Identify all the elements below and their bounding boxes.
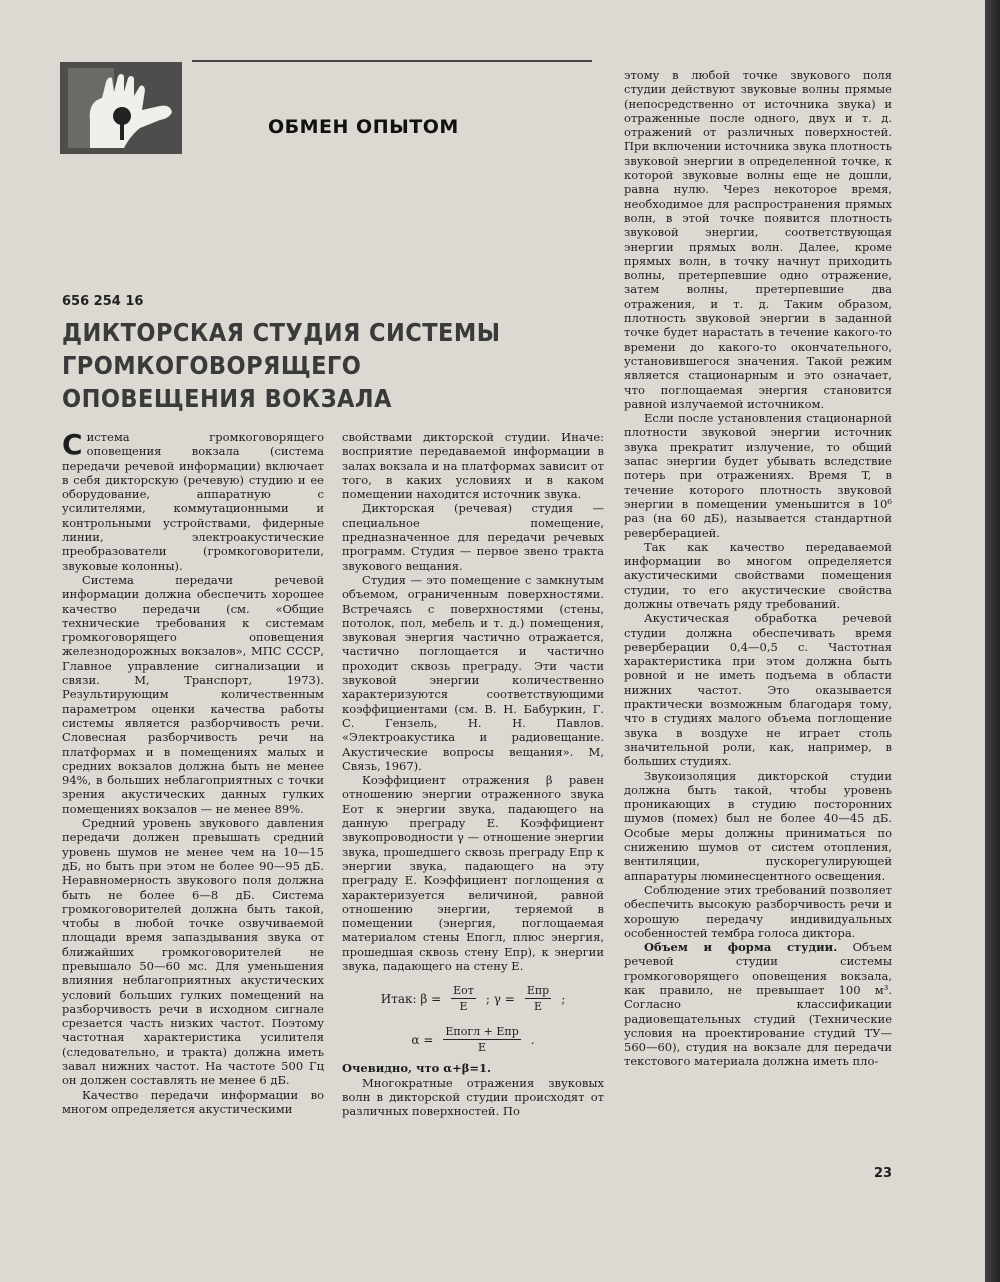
paragraph bbox=[62, 430, 324, 573]
drop-cap: С bbox=[62, 428, 83, 461]
paragraph: Средний уровень звукового давления передачи должен превышать средний уровень шумов не менее чем на 10—15 дБ, но быть при этом не более 90—95 дБ. Неравномерность звукового поля должна быть не более 6—8 дБ. Система громкоговорителей должна быть такой, чтобы в любой точке озвучиваемой площади время запаздывания звука от ближайших громкоговорителей не превышало 50—60 мс. Для уменьшения влияния неблагоприятных акустических условий больших гулких помещений на разборчивость речи в исходном сигнале срезается часть низких частот. Поэтому частотная характеристика усилителя (следовательно, и тракта) должна иметь завал нижних частот. На частоте 500 Гц он должен составлять не менее 6 дБ. bbox=[62, 816, 324, 1088]
paragraph: Так как качество передаваемой информации во многом определяется акустическими свойствами помещения студии, то его акустические свойства должны отвечать ряду требований. bbox=[624, 539, 892, 611]
scan-edge bbox=[985, 0, 1000, 1282]
fraction-gamma bbox=[525, 983, 551, 1014]
formula-beta-gamma bbox=[342, 983, 604, 1014]
subheading: Объем и форма студии. bbox=[644, 940, 838, 955]
formula-alpha bbox=[342, 1024, 604, 1055]
paragraph-text: истема громкоговорящего оповещения вокзала (система передачи речевой информации) включает в себя дикторскую (речевую) студию и ее оборудование, аппаратную с усилителями, коммутационными и контрольными устройствами, фидерные линии, электроакустические преобразователи (громкоговорители, звуковые колонны). bbox=[62, 430, 324, 573]
paragraph: Соблюдение этих требований позволяет обеспечить высокую разборчивость речи и хорошую передачу индивидуальных особенностей тембра голоса диктора. bbox=[624, 882, 892, 940]
header-photo bbox=[60, 62, 182, 154]
paragraph: этому в любой точке звукового поля студии действуют звуковые волны прямые (непосредственно от источника звука) и отраженные после одного, двух и т. д. отражений от различных поверхностей. При включении источника звука плотность звуковой энергии в определенной точке, к которой звуковые волны еще не дошли, равна нулю. Через некоторое время, необходимое для распространения прямых волн, в этой точке появится плотность звуковой энергии, соответствующая энергии прямых волн. Далее, кроме прямых волн, в точку начнут приходить волны, претерпевшие одно отражение, затем волны, претерпевшие два отражения, и т. д. Таким образом, плотность звуковой энергии в заданной точке будет нарастать в течение какого-то времени до какого-то окончательного, установившегося значения. Такой режим является стационарным и это означает, что поглощаемая энергия становится равной излучаемой источником. bbox=[624, 68, 892, 411]
obviously-line: Очевидно, что α+β=1. bbox=[342, 1061, 492, 1076]
fraction-numerator: Eпогл + Eпр bbox=[445, 1025, 519, 1039]
fraction-alpha bbox=[443, 1024, 520, 1055]
fraction-denominator: E bbox=[459, 1000, 468, 1014]
udc-code: 656 254 16 bbox=[62, 294, 144, 309]
column-3 bbox=[624, 68, 892, 1069]
fraction-denominator: E bbox=[478, 1041, 487, 1055]
paragraph: свойствами дикторской студии. Иначе: восприятие передаваемой информации в залах вокзала и на платформах зависит от того, в каких условиях и в каком помещении находится источник звука. bbox=[342, 430, 604, 502]
fraction-denominator: E bbox=[534, 1000, 543, 1014]
hand-holding-microphone-icon bbox=[60, 62, 182, 154]
formula-block bbox=[342, 983, 604, 1055]
paragraph: Звукоизоляция дикторской студии должна быть такой, чтобы уровень проникающих в студию посторонних шумов (помех) был не более 40—45 дБ. Особые меры должны приниматься по снижению шумов от систем отопления, вентиляции, пускорегулирующей аппаратуры люминесцентного освещения. bbox=[624, 768, 892, 883]
formula-label: α = bbox=[411, 1032, 434, 1047]
paragraph: Студия — это помещение с замкнутым объемом, ограниченным поверхностями. Встречаясь с поверхностями (стены, потолок, пол, мебель и т. д.) помещения, звуковая энергия частично отражается, частично поглощается и частично проходит сквозь преграду. Эти части звуковой энергии количественно характеризуются соответствующими коэффициентами (см. В. Н. Бабуркин, Г. С. Гензель, Н. Н. Павлов. «Электроакустика и радиовещание. Акустические вопросы вещания». М, Связь, 1967). bbox=[342, 572, 604, 773]
section-title: ОБМЕН ОПЫТОМ bbox=[268, 116, 459, 138]
header-rule bbox=[192, 60, 592, 62]
paragraph: Система передачи речевой информации должна обеспечить хорошее качество передачи (см. «Общие технические требования к системам громкоговорящего оповещения железнодорожных вокзалов», МПС СССР, Главное управление сигнализации и связи. М, Транспорт, 1973). Результирующим количественным параметром оценки качества работы системы является разборчивость речи. Словесная разборчивость речи на платформах и в помещениях малых и средних вокзалов должна быть не менее 94%, в больших неблагоприятных с точки зрения акустических данных гулких помещениях вокзалов — не менее 89%. bbox=[62, 572, 324, 816]
paragraph: Качество передачи информации во многом определяется акустическими bbox=[62, 1087, 324, 1116]
formula-period: . bbox=[530, 1032, 535, 1047]
paragraph: Коэффициент отражения β равен отношению энергии отраженного звука Eот к энергии звука, падающего на данную преграду E. Коэффициент звукопроводности γ — отношение энергии звука, прошедшего сквозь преграду Eпр к энергии звука, падающего на эту преграду E. Коэффициент поглощения α характеризуется величиной, равной отношению энергии, теряемой в помещении (энергия, поглощаемая материалом стены Eпогл, плюс энергия, прошедшая сквозь стену Eпр), к энергии звука, падающего на стену E. bbox=[342, 773, 604, 973]
article-title-line-1: ДИКТОРСКАЯ СТУДИЯ СИСТЕМЫ bbox=[62, 318, 501, 347]
column-2 bbox=[342, 430, 604, 1118]
formula-label: ; γ = bbox=[485, 991, 515, 1006]
paragraph: Если после установления стационарной плотности звуковой энергии источник звука прекратит излучение, то общий запас энергии будет убывать вследствие потерь при отражениях. Время T, в течение которого плотность звуковой энергии в помещении уменьшится в 10⁶ раз (на 60 дБ), называется стандартной реверберацией. bbox=[624, 411, 892, 540]
paragraph: Акустическая обработка речевой студии должна обеспечивать время реверберации 0,4—0,5 с. Частотная характеристика при этом должна быть ровной и не иметь подъема в области нижних частот. Это оказывается практически возможным благодаря тому, что в студиях малого объема поглощение звука в воздухе не играет столь значительной роли, как, например, в больших студиях. bbox=[624, 611, 892, 769]
paragraph: Дикторская (речевая) студия — специальное помещение, предназначенное для передачи речевых программ. Студия — первое звено тракта звукового вещания. bbox=[342, 501, 604, 573]
fraction-numerator: Eот bbox=[453, 984, 474, 998]
fraction-beta bbox=[451, 983, 476, 1014]
page-number: 23 bbox=[874, 1166, 893, 1181]
formula-label: Итак: β = bbox=[380, 991, 442, 1006]
formula-semicolon: ; bbox=[561, 991, 566, 1006]
paragraph: Многократные отражения звуковых волн в дикторской студии происходят от различных поверхностей. По bbox=[342, 1075, 604, 1119]
paragraph bbox=[624, 940, 892, 1069]
article-title-line-2: ГРОМКОГОВОРЯЩЕГО ОПОВЕЩЕНИЯ ВОКЗАЛА bbox=[62, 351, 392, 413]
article-title bbox=[62, 316, 548, 415]
column-1 bbox=[62, 430, 324, 1116]
fraction-numerator: Eпр bbox=[526, 984, 550, 998]
paragraph-text: Объем речевой студии системы громкоговорящего оповещения вокзала, как правило, не превышает 100 м³. Согласно классификации радиовещательных студий (Технические условия на проектирование студий ТУ—560—60), студия на вокзале для передачи текстового материала должна иметь пло- bbox=[624, 940, 892, 1069]
